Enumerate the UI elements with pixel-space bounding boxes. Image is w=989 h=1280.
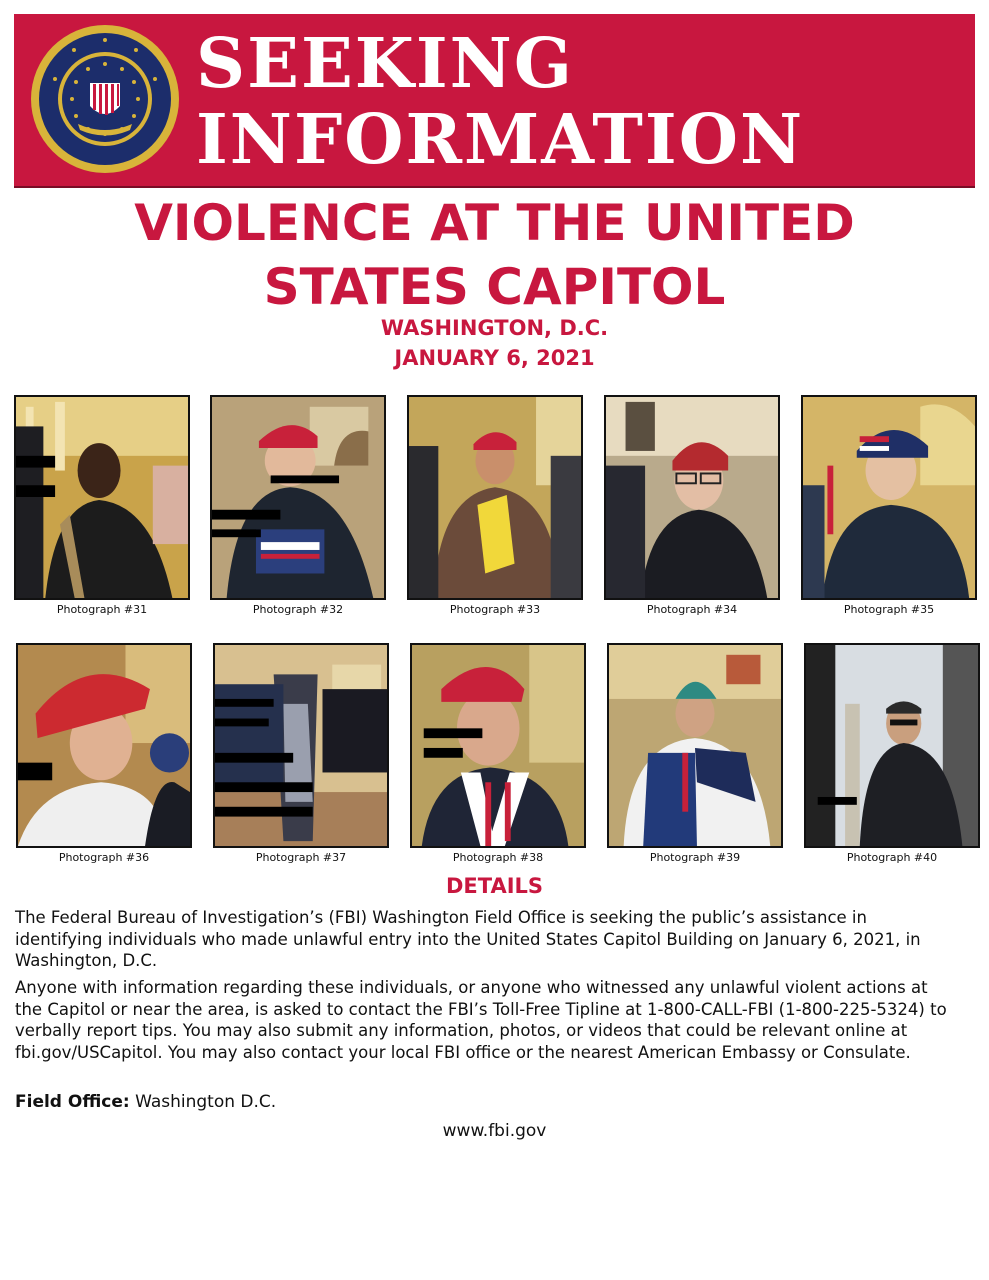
photo-caption: Photograph #36: [58, 851, 150, 864]
photo-caption: Photograph #31: [56, 603, 148, 616]
details-paragraph-2: Anyone with information regarding these individuals, or anyone who witnessed any unlawful violent actions at the Capitol or near the area, is asked to contact the FBI’s Toll-Free Tipline at 1-800-CALL-FBI (1-800-225-5324) to verbally report tips. You may also submit any information, photos, or videos that could be relevant online at fbi.gov/USCapitol. You may also contact your local FBI office or the nearest American Embassy or Consulate.: [15, 978, 947, 1062]
details-heading: DETAILS: [445, 874, 544, 898]
photo-caption: Photograph #32: [252, 603, 344, 616]
photograph-35: [801, 395, 977, 600]
photo-caption: Photograph #34: [646, 603, 738, 616]
field-office-label: Field Office:: [15, 1092, 130, 1112]
headline-line2: STATES CAPITOL: [263, 258, 726, 316]
field-office: [15, 1090, 276, 1114]
photograph-31: [14, 395, 190, 600]
photo-caption: Photograph #37: [255, 851, 347, 864]
photograph-33: [407, 395, 583, 600]
photograph-37: [213, 643, 389, 848]
headline-line1: VIOLENCE AT THE UNITED: [134, 194, 855, 252]
seeking-information-banner: [14, 14, 975, 188]
photograph-34: [604, 395, 780, 600]
banner-title-line2: INFORMATION: [196, 100, 805, 180]
photograph-32: [210, 395, 386, 600]
photo-caption: Photograph #33: [449, 603, 541, 616]
fbi-seal-icon: [30, 24, 180, 174]
location: WASHINGTON, D.C.: [380, 316, 609, 340]
date: JANUARY 6, 2021: [394, 346, 595, 370]
photo-caption: Photograph #35: [843, 603, 935, 616]
photograph-40: [804, 643, 980, 848]
details-paragraph-1: The Federal Bureau of Investigation’s (FBI) Washington Field Office is seeking the public’s assistance in identifying individuals who made unlawful entry into the United States Capitol Building on January 6, 2021, in Washington, D.C.: [15, 908, 921, 971]
photograph-38: [410, 643, 586, 848]
photo-caption: Photograph #39: [649, 851, 741, 864]
photo-caption: Photograph #38: [452, 851, 544, 864]
website-link[interactable]: www.fbi.gov: [442, 1121, 547, 1141]
photograph-36: [16, 643, 192, 848]
banner-title: [196, 26, 956, 178]
photograph-39: [607, 643, 783, 848]
field-office-value: Washington D.C.: [135, 1092, 277, 1112]
photo-caption: Photograph #40: [846, 851, 938, 864]
banner-title-line1: SEEKING: [196, 24, 574, 104]
